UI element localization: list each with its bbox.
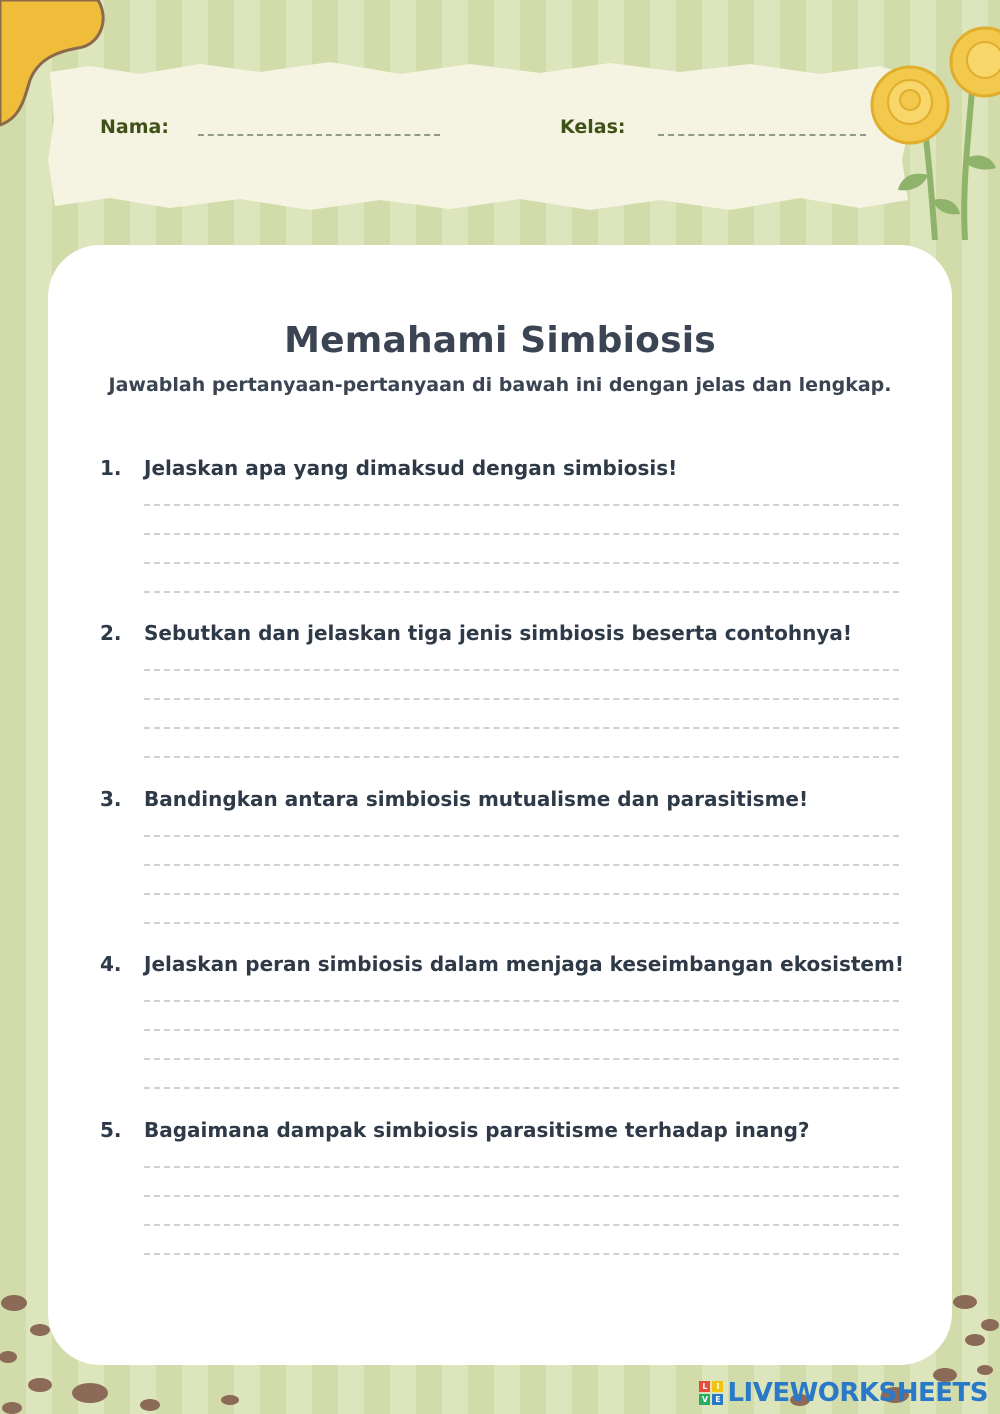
liveworksheets-logo-icon <box>699 1381 723 1405</box>
question-text: Bandingkan antara simbiosis mutualisme dan parasitisme! <box>144 787 809 811</box>
question-text: Jelaskan peran simbiosis dalam menjaga keseimbangan ekosistem! <box>144 952 904 976</box>
answer-line[interactable] <box>144 1224 899 1226</box>
question-text: Sebutkan dan jelaskan tiga jenis simbiosis beserta contohnya! <box>144 621 852 645</box>
question-number: 4. <box>100 952 122 976</box>
worksheet-instruction: Jawablah pertanyaan-pertanyaan di bawah ini dengan jelas dan lengkap. <box>108 374 892 396</box>
answer-line[interactable] <box>144 698 899 700</box>
answer-line[interactable] <box>144 669 899 671</box>
worksheet-title: Memahami Simbiosis <box>284 320 716 361</box>
torn-paper-header <box>48 62 910 210</box>
question-number: 1. <box>100 456 122 480</box>
class-field[interactable] <box>658 134 866 136</box>
question-number: 3. <box>100 787 122 811</box>
class-label: Kelas: <box>560 116 626 138</box>
watermark-text: LIVEWORKSHEETS <box>727 1378 988 1408</box>
answer-line[interactable] <box>144 533 899 535</box>
answer-line[interactable] <box>144 1087 899 1089</box>
answer-line[interactable] <box>144 591 899 593</box>
answer-line[interactable] <box>144 1029 899 1031</box>
logo-letter: I <box>712 1381 723 1392</box>
question-text: Bagaimana dampak simbiosis parasitisme terhadap inang? <box>144 1118 810 1142</box>
answer-line[interactable] <box>144 864 899 866</box>
flower-decoration <box>872 28 1000 240</box>
answer-line[interactable] <box>144 1058 899 1060</box>
question-number: 5. <box>100 1118 122 1142</box>
answer-line[interactable] <box>144 922 899 924</box>
answer-line[interactable] <box>144 1195 899 1197</box>
answer-line[interactable] <box>144 562 899 564</box>
answer-line[interactable] <box>144 504 899 506</box>
logo-letter: V <box>699 1394 710 1405</box>
question-number: 2. <box>100 621 122 645</box>
answer-line[interactable] <box>144 893 899 895</box>
name-label: Nama: <box>100 116 169 138</box>
answer-line[interactable] <box>144 835 899 837</box>
liveworksheets-watermark[interactable] <box>699 1378 988 1408</box>
name-field[interactable] <box>198 134 440 136</box>
logo-letter: L <box>699 1381 710 1392</box>
answer-line[interactable] <box>144 1000 899 1002</box>
answer-line[interactable] <box>144 1166 899 1168</box>
answer-line[interactable] <box>144 1253 899 1255</box>
answer-line[interactable] <box>144 727 899 729</box>
logo-letter: E <box>712 1394 723 1405</box>
question-text: Jelaskan apa yang dimaksud dengan simbiosis! <box>144 456 678 480</box>
answer-line[interactable] <box>144 756 899 758</box>
